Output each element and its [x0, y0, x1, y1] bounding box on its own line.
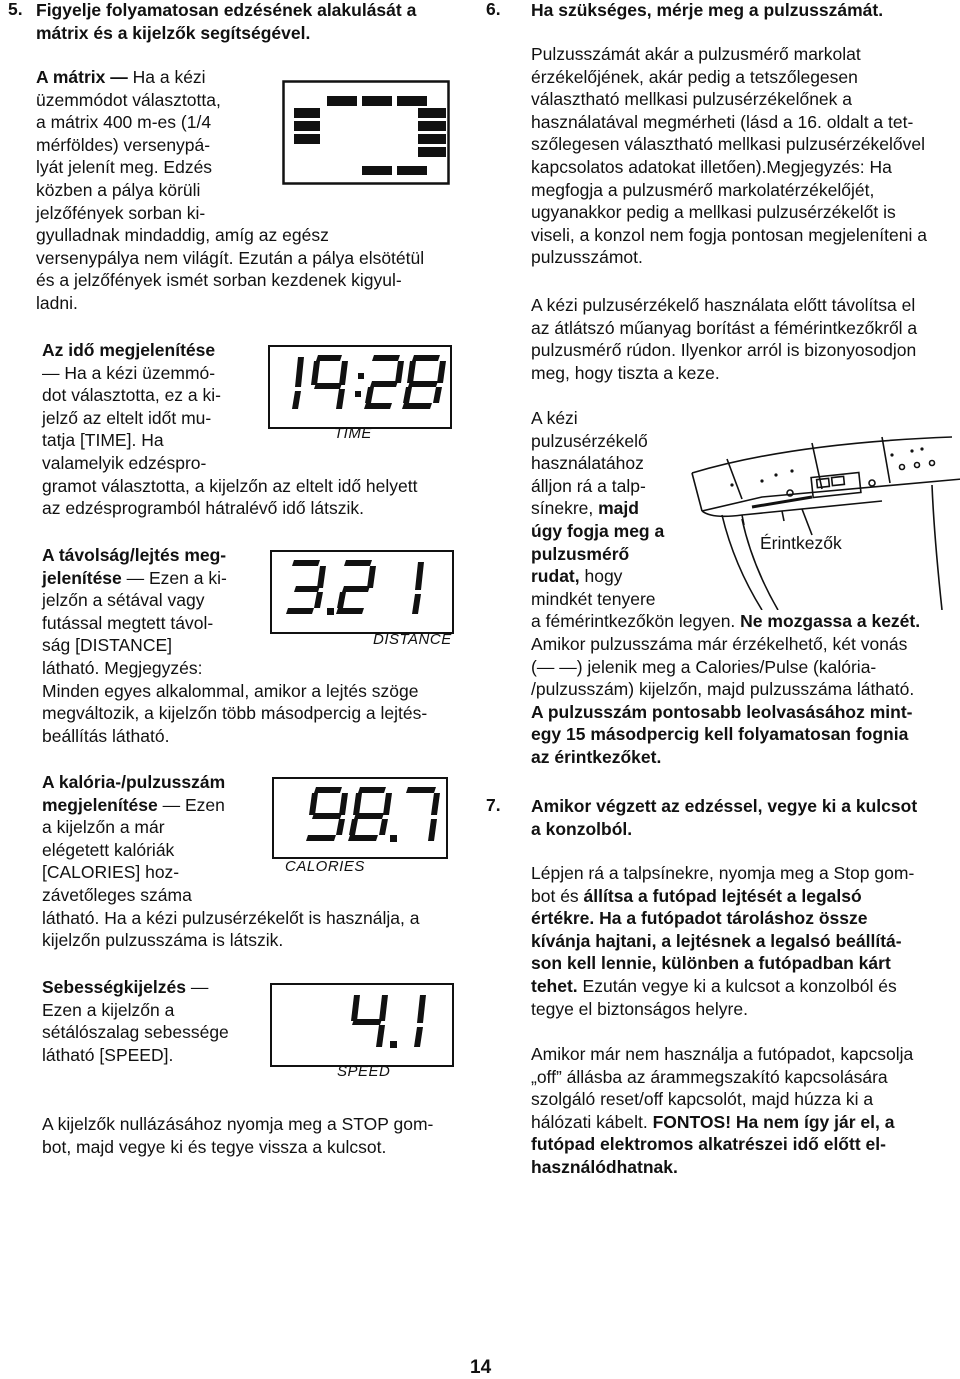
item6-heading: Ha szükséges, mérje meg a pulzusszámát.	[531, 0, 884, 20]
matrix-track-display	[282, 80, 450, 185]
speed-lcd	[270, 983, 454, 1067]
item7-para2: Amikor már nem használja a futópadot, kapcsolja „off” állásba az árammegszakító kapcsolására szolgáló reset/off kapcsolót, majd húzza ki a hálózati kábelt. FONTOS! Ha nem így jár el, a futópad elektromos alkatrészei idő előtt el- használódhatnak.	[531, 1044, 914, 1177]
item7-heading: Amikor végzett az edzéssel, vegye ki a kulcsot a konzolból.	[531, 796, 918, 839]
item6-para1: Pulzusszámát akár a pulzusmérő markolat érzékelőjének, akár pedig a tetszőlegesen választható mellkasi pulzusérzékelőnek a használatával megmérheti (lásd a 16. oldalt a tet- szőlegesen választható mellkasi pulzusérzékelővel kapcsolatos adatokat illetően).Megjegyzés: Ha megfogja a pulzusmérő markolatérzékelőjét, ugyanakkor pedig a mellkasi pulzusérzékelőt is viseli, a konzol nem fogja pontosan megjeleníteni a pulzusszámot.	[531, 44, 927, 268]
calories-digits	[274, 779, 446, 849]
calories-label: CALORIES	[285, 858, 365, 875]
calories-paragraph: A kalória-/pulzusszám megjelenítése — Ezen a kijelzőn a már elégetett kalóriák [CALORIES] hoz- závetőleges száma látható. Ha a kézi pulzusérzékelőt is használja, a kijelzőn pulzusszáma is látszik.	[42, 772, 420, 951]
distance-digits	[272, 552, 452, 622]
time-label: TIME	[334, 425, 372, 442]
distance-lcd	[270, 550, 454, 634]
item6-para3: A kézi pulzusérzékelő használatához álljon rá a talp- sínekre, majd úgy fogja meg a pulzusmérő rudat, hogy mindkét tenyere a fémérintkezőkön legyen. Ne mozgassa a kezét. Amikor pulzusszáma már érzékelhető, két vonás (— —) jelenik meg a Calories/Pulse (kalória- /pulzusszám) kijelzőn, majd pulzusszáma látható. A pulzusszám pontosabb leolvasásához mint- egy 15 másodpercig kell folyamatosan fognia az érintkezőket.	[531, 408, 921, 767]
calories-lcd	[272, 777, 448, 859]
item7-para1: Lépjen rá a talpsínekre, nyomja meg a Stop gom- bot és állítsa a futópad lejtését a legalsó értékre. Ha a futópadot tároláshoz össze kívánja hajtani, a lejtésnek a legalsó beállítá- son kell lennie, különben a futópadban kárt tehet. Ezután vegye ki a kulcsot a konzolból és tegye el biztonságos helyre.	[531, 863, 915, 1019]
time-paragraph: Az idő megjelenítése — Ha a kézi üzemmó- dot választotta, ez a ki- jelző az eltelt időt mu- tatja [TIME]. Ha valamelyik edzéspro- gramot választotta, a kijelzőn az eltelt idő helyett az edzésprogramból hátralévő idő látszik.	[42, 340, 418, 519]
item-number-5: 5.	[8, 0, 23, 19]
item-number-7: 7.	[486, 795, 501, 815]
time-digits	[270, 347, 450, 417]
matrix-paragraph: A mátrix — Ha a kézi üzemmódot választotta, a mátrix 400 m-es (1/4 mérföldes) versenypá- lyát jelenít meg. Edzés közben a pálya körüli jelzőfények sorban ki- gyulladnak mindaddig, amíg az egész versenypálya nem világít. Ezután a pálya elsötétül és a jelzőfények ismét sorban kezdenek kigyul- ladni.	[36, 67, 425, 313]
distance-label: DISTANCE	[373, 631, 452, 648]
treadmill-console-illustration	[672, 415, 960, 610]
distance-paragraph: A távolság/lejtés meg- jelenítése — Ezen a ki- jelzőn a sétával vagy futással megtett távol- ság [DISTANCE] látható. Megjegyzés: Minden egyes alkalommal, amikor a lejtés szöge megváltozik, a kijelzőn több másodpercig a lejtés- beállítás látható.	[42, 545, 428, 746]
speed-paragraph: Sebességkijelzés — Ezen a kijelzőn a sétálószalag sebessége látható [SPEED].	[42, 977, 229, 1065]
item-number-6: 6.	[486, 0, 501, 19]
reset-paragraph: A kijelzők nullázásához nyomja meg a STOP gom- bot, majd vegye ki és tegye vissza a kulcsot.	[42, 1114, 434, 1157]
figure-label-contacts: Érintkezők	[760, 533, 842, 553]
item6-para2: A kézi pulzusérzékelő használata előtt távolítsa el az átlátszó műanyag borítást a fémérintkezőkről a pulzusmérő rúdon. Ilyenkor arról is bizonyosodjon meg, hogy tiszta a keze.	[531, 295, 918, 383]
speed-digits	[272, 985, 452, 1055]
time-lcd	[268, 345, 452, 429]
page-number: 14	[470, 1357, 492, 1378]
item5-heading: Figyelje folyamatosan edzésének alakulását a mátrix és a kijelzők segítségével.	[36, 0, 417, 43]
speed-label: SPEED	[337, 1063, 391, 1080]
